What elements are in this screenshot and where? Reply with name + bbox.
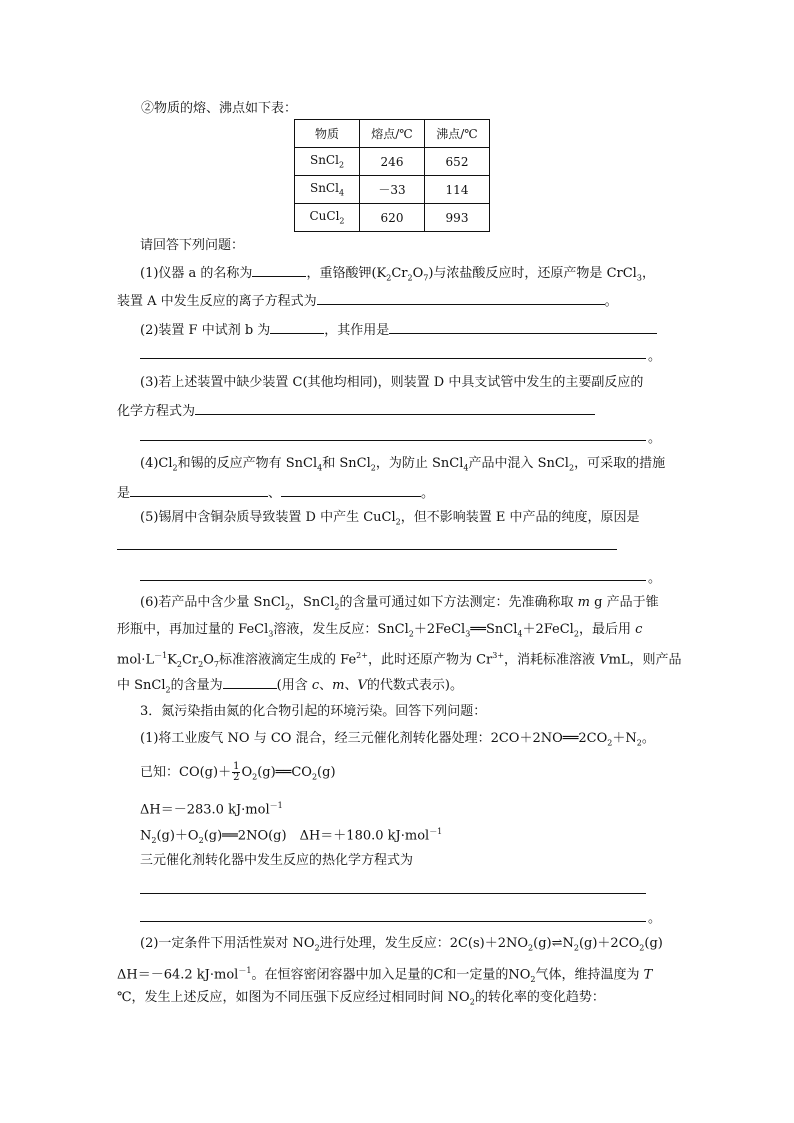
answer-blank[interactable] xyxy=(223,674,277,689)
answer-blank[interactable] xyxy=(270,319,324,334)
table-header: 沸点/℃ xyxy=(425,120,490,148)
p3-n2: $N_2(g)+O_2(g)══2NO(g)$ ΔH＝＋180.0 kJ·mol$^{-1}$ xyxy=(140,827,443,845)
q1-line1: (1)仪器 a 的名称为 ，重铬酸钾$(K_2Cr_2O_7)$与浓盐酸反应时，还原产物是 CrCl$_3$， xyxy=(140,262,655,288)
p3-dh1: ΔH＝－283.0 kJ·mol$^{-1}$ xyxy=(140,801,283,818)
p3-title: 3．氮污染指由氮的化合物引起的环境污染。回答下列问题： xyxy=(140,704,487,719)
melting-point-table xyxy=(294,119,490,232)
q1-line2: 装置 A 中发生反应的离子方程式为 。 xyxy=(117,290,618,311)
p3-ask: 三元催化剂转化器中发生反应的热化学方程式为 xyxy=(140,853,414,868)
q6-line4: 中 SnCl$_2$的含量为 (用含 c、m、V的代数式表示)。 xyxy=(117,674,463,700)
q5-line1: (5)锡屑中含铜杂质导致装置 D 中产生 CuCl$_2$，但不影响装置 E 中产品的纯度，原因是 xyxy=(140,510,640,527)
fraction: $\frac{1}{2}$ xyxy=(233,761,240,783)
table-header: 物质 xyxy=(295,120,360,148)
table-cell: CuCl$_2$ xyxy=(295,204,360,232)
answer-line[interactable] xyxy=(140,580,646,581)
p3-end: 。 xyxy=(648,911,662,926)
q6-line3: $mol\cdot L^{-1}K_2Cr_2O_7$标准溶液滴定生成的 $Fe^{2+}$，此时还原产物为 $Cr^{3+}$，消耗标准溶液 VmL，则产品 xyxy=(117,651,682,669)
p3-known: 已知：CO(g)＋ $\frac{1}{2}$ $O_2(g)══CO_2(g)$ xyxy=(140,761,336,783)
q2-line1: (2)装置 F 中试剂 b 为 ，其作用是 xyxy=(140,319,657,340)
q4-line1: $(4)Cl_2$和锡的反应产物有 SnCl$_4$和 SnCl$_2$，为防止 SnCl$_4$产品中混入 SnCl$_2$，可采取的措施 xyxy=(140,456,666,473)
q4-line2: 是 、 。 xyxy=(117,482,434,503)
table-row xyxy=(295,176,490,204)
question-intro: 请回答下列问题： xyxy=(140,238,245,253)
p3-2-line3: ℃，发生上述反应，如图为不同压强下反应经过相同时间 $NO_2$的转化率的变化趋势： xyxy=(117,990,605,1007)
table-cell: 993 xyxy=(425,204,490,232)
table-header: 熔点/℃ xyxy=(360,120,425,148)
answer-line[interactable] xyxy=(117,549,617,550)
table-cell: 114 xyxy=(425,176,490,204)
q3-end: 。 xyxy=(648,431,662,446)
table-cell: SnCl$_2$ xyxy=(295,148,360,176)
q2-end: 。 xyxy=(648,349,662,364)
q6-line1: (6)若产品中含少量 SnCl$_2$，SnCl$_2$的含量可通过如下方法测定：先准确称取 m g 产品于锥 xyxy=(140,595,659,612)
intro-text: ②物质的熔、沸点如下表： xyxy=(141,101,298,116)
q3-line1: (3)若上述装置中缺少装置 C(其他均相同)，则装置 D 中具支试管中发生的主要副反应的 xyxy=(140,375,644,390)
q3-line2: 化学方程式为 xyxy=(117,400,595,421)
table-cell: SnCl$_4$ xyxy=(295,176,360,204)
answer-line[interactable] xyxy=(140,440,646,441)
answer-blank[interactable] xyxy=(130,482,268,497)
table-header-row xyxy=(295,120,490,148)
table-cell: 246 xyxy=(360,148,425,176)
answer-blank[interactable] xyxy=(252,262,306,277)
answer-line[interactable] xyxy=(140,358,646,359)
table-row xyxy=(295,148,490,176)
q6-line2: 形瓶中，再加过量的 FeCl$_3$溶液，发生反应：SnCl$_2$＋2FeCl$_3$══SnCl$_4$＋2FeCl$_2$，最后用 c xyxy=(117,622,643,639)
p3-2-line1: (2)一定条件下用活性炭对 $NO_2$进行处理，发生反应：$2C(s)+2NO_2(g)\rightleftharpoons N_2(g)+2CO_2(g)$ xyxy=(140,936,663,953)
table-cell: 620 xyxy=(360,204,425,232)
answer-blank[interactable] xyxy=(195,400,595,415)
answer-blank[interactable] xyxy=(281,482,421,497)
p3-2-line2: ΔH＝－64.2 kJ·mol$^{-1}$。在恒容密闭容器中加入足量的C和一定量的$NO_2$气体，维持温度为 T xyxy=(117,966,653,984)
answer-blank[interactable] xyxy=(389,319,657,334)
table-cell: 652 xyxy=(425,148,490,176)
table-cell: －33 xyxy=(360,176,425,204)
table-row xyxy=(295,204,490,232)
q5-end: 。 xyxy=(648,571,662,586)
answer-blank[interactable] xyxy=(317,290,605,305)
answer-line[interactable] xyxy=(140,893,646,894)
p3-s1: (1)将工业废气 NO 与 CO 混合，经三元催化剂转化器处理：$2CO+2NO══2CO_2+N_2$。 xyxy=(140,731,655,748)
answer-line[interactable] xyxy=(140,921,646,922)
